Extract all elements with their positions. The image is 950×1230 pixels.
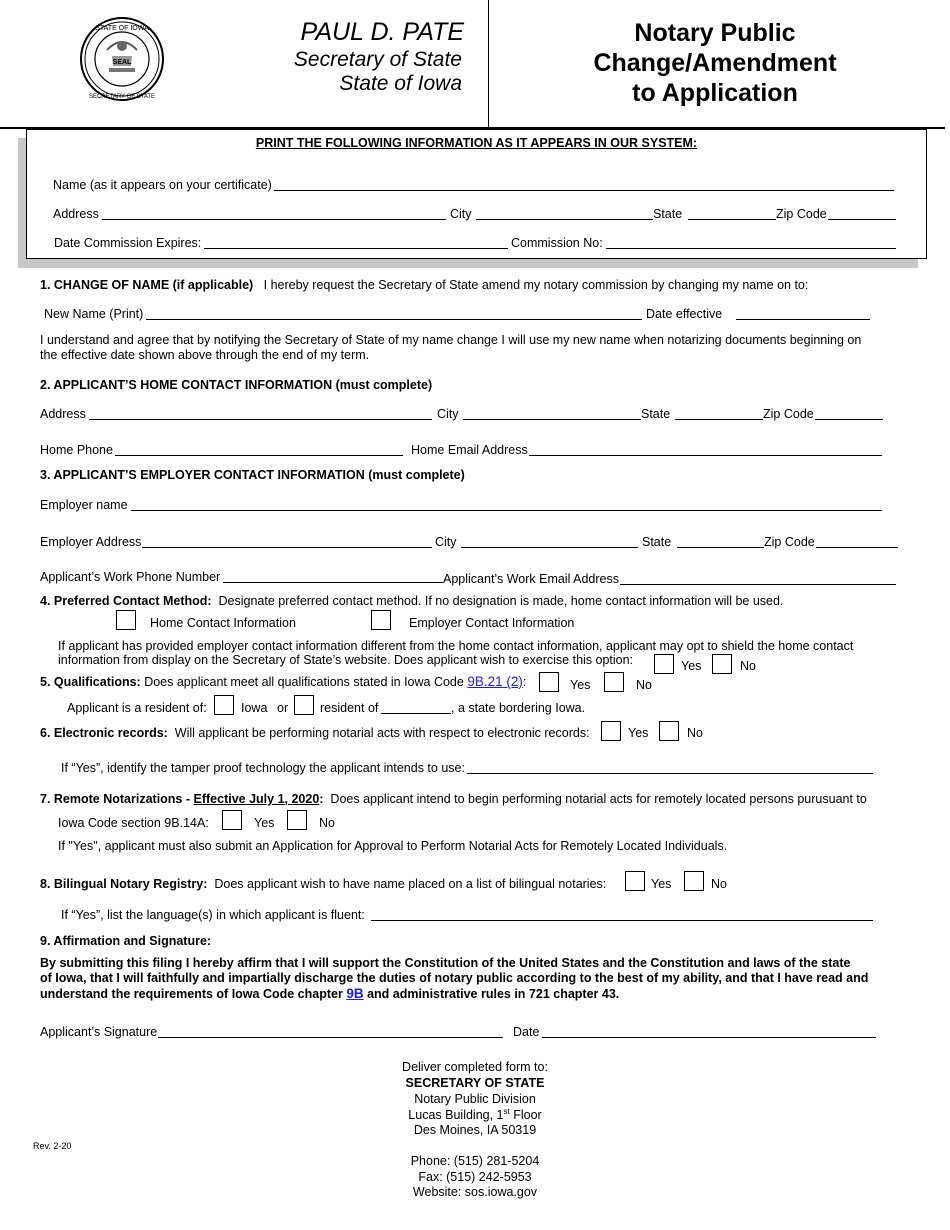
- section9-heading: 9. Affirmation and Signature:: [40, 934, 212, 948]
- svg-text:SEAL: SEAL: [112, 59, 132, 66]
- tamper-proof-label: If “Yes”, identify the tamper proof technology the applicant intends to use:: [61, 761, 465, 775]
- remote-no-label: No: [319, 816, 335, 830]
- box-zip-field[interactable]: [828, 208, 896, 220]
- shield-no-label: No: [740, 659, 756, 673]
- shield-text-line2: information from display on the Secretary of State’s website. Does applicant wish to exercise this option:: [58, 653, 634, 667]
- date-effective-field[interactable]: [736, 308, 870, 320]
- box-address-field[interactable]: [102, 208, 446, 220]
- bordering-state-field[interactable]: [381, 702, 451, 714]
- signature-date-field[interactable]: [542, 1026, 876, 1038]
- electronic-yes-checkbox[interactable]: [601, 721, 621, 741]
- box-zip-label: Zip Code: [776, 207, 827, 221]
- resident-of-label: resident of: [320, 701, 379, 715]
- employer-contact-label: Employer Contact Information: [409, 616, 575, 630]
- qualifications-no-checkbox[interactable]: [604, 672, 624, 692]
- commission-label: Commission No:: [511, 236, 603, 250]
- home-contact-label: Home Contact Information: [150, 616, 296, 630]
- official-title: Secretary of State: [293, 48, 462, 71]
- section2-heading: 2. APPLICANT’S HOME CONTACT INFORMATION (must complete): [40, 378, 433, 392]
- home-address-label: Address: [40, 407, 86, 421]
- form-title-line3: to Application: [632, 79, 798, 107]
- box-address-label: Address: [53, 207, 99, 221]
- languages-field[interactable]: [371, 909, 873, 921]
- resident-or-label: or: [277, 701, 289, 715]
- home-city-label: City: [437, 407, 459, 421]
- home-state-field[interactable]: [675, 408, 763, 420]
- home-city-field[interactable]: [463, 408, 641, 420]
- revision-label: Rev. 2-20: [33, 1141, 72, 1151]
- header-divider: [488, 0, 489, 128]
- shield-yes-label: Yes: [681, 659, 702, 673]
- building-text: Lucas Building, 1: [408, 1108, 504, 1123]
- section3-heading: 3. APPLICANT’S EMPLOYER CONTACT INFORMATION (must complete): [40, 468, 465, 482]
- section4-line: [40, 594, 783, 608]
- employer-name-label: Employer name: [40, 498, 128, 512]
- affirmation-line3-b: and administrative rules in 721 chapter 43.: [367, 987, 620, 1001]
- section7-heading: 7. Remote Notarizations -: [40, 792, 191, 806]
- remote-yes-checkbox[interactable]: [222, 810, 242, 830]
- remote-yes-label: Yes: [254, 816, 275, 830]
- employer-state-field[interactable]: [677, 536, 764, 548]
- section7-code-label: Iowa Code section 9B.14A:: [58, 816, 209, 830]
- bilingual-yes-label: Yes: [651, 877, 672, 891]
- tamper-proof-field[interactable]: [467, 762, 873, 774]
- qualifications-yes-label: Yes: [570, 678, 591, 692]
- state-seal-logo: [79, 16, 165, 102]
- building-address: [375, 1107, 575, 1122]
- electronic-yes-label: Yes: [628, 726, 649, 740]
- section8-line: [40, 877, 606, 891]
- city-address: Des Moines, IA 50319: [413, 1123, 537, 1137]
- section6-line: [40, 726, 590, 740]
- section5-heading: 5. Qualifications:: [40, 675, 141, 689]
- bordering-label: , a state bordering Iowa.: [451, 701, 586, 715]
- home-state-label: State: [641, 407, 671, 421]
- svg-text:STATE OF IOWA: STATE OF IOWA: [95, 25, 149, 32]
- employer-zip-label: Zip Code: [764, 535, 815, 549]
- new-name-label: New Name (Print): [44, 307, 144, 321]
- work-email-field[interactable]: [620, 573, 896, 585]
- name-field[interactable]: [274, 179, 894, 191]
- home-contact-checkbox[interactable]: [116, 610, 136, 630]
- shield-text-line1: If applicant has provided employer contact information different from the home contact information, applicant may opt to shield the home contact: [58, 639, 854, 653]
- section6-heading: 6. Electronic records:: [40, 726, 168, 740]
- home-email-label: Home Email Address: [411, 443, 528, 457]
- affirmation-line3: [40, 986, 619, 1001]
- employer-zip-field[interactable]: [816, 536, 898, 548]
- section1-para-line1: I understand and agree that by notifying the Secretary of State of my name change I will use my new name when notarizing documents beginning on: [40, 333, 862, 347]
- section6-text: Will applicant be performing notarial acts with respect to electronic records:: [174, 726, 590, 740]
- expires-label: Date Commission Expires:: [54, 236, 202, 250]
- section1-para-line2: the effective date shown above through the end of my term.: [40, 348, 370, 362]
- section1-text: I hereby request the Secretary of State amend my notary commission by changing my name on to:: [263, 278, 809, 292]
- employer-city-label: City: [435, 535, 457, 549]
- section8-heading: 8. Bilingual Notary Registry:: [40, 877, 208, 891]
- languages-label: If “Yes”, list the language(s) in which applicant is fluent:: [61, 908, 365, 922]
- box-city-label: City: [450, 207, 472, 221]
- electronic-no-label: No: [687, 726, 703, 740]
- svg-text:SECRETARY OF STATE: SECRETARY OF STATE: [88, 94, 156, 100]
- work-phone-label: Applicant’s Work Phone Number: [40, 570, 221, 584]
- box-state-field[interactable]: [688, 208, 776, 220]
- resident-iowa-checkbox[interactable]: [214, 695, 234, 715]
- box-heading: PRINT THE FOLLOWING INFORMATION AS IT APPEARS IN OUR SYSTEM:: [255, 136, 698, 150]
- employer-contact-checkbox[interactable]: [371, 610, 391, 630]
- fax-number: Fax: (515) 242-5953: [418, 1170, 532, 1184]
- affirmation-line1: By submitting this filing I hereby affirm that I will support the Constitution of the United States and the Constitution and laws of the state: [40, 956, 851, 970]
- qualifications-no-label: No: [636, 678, 652, 692]
- section5-colon: :: [522, 675, 527, 689]
- section8-text: Does applicant wish to have name placed on a list of bilingual notaries:: [214, 877, 607, 891]
- official-state: State of Iowa: [339, 72, 462, 95]
- signature-label: Applicant’s Signature: [40, 1025, 158, 1039]
- box-state-label: State: [653, 207, 683, 221]
- resident-prefix: Applicant is a resident of:: [67, 701, 207, 715]
- website: Website: sos.iowa.gov: [412, 1185, 538, 1199]
- section7-effective-date: Effective July 1, 2020: [193, 792, 320, 806]
- section7-followup: If "Yes", applicant must also submit an Application for Approval to Perform Notarial Acts for Remotely Located Individuals.: [58, 839, 728, 853]
- section4-text: Designate preferred contact method. If no designation is made, home contact information will be used.: [218, 594, 784, 608]
- employer-address-label: Employer Address: [40, 535, 142, 549]
- remote-no-checkbox[interactable]: [287, 810, 307, 830]
- section1-line: [40, 278, 808, 292]
- section5-text: Does applicant meet all qualifications stated in Iowa Code: [144, 675, 464, 689]
- official-name: PAUL D. PATE: [300, 18, 464, 46]
- resident-other-checkbox[interactable]: [294, 695, 314, 715]
- home-zip-label: Zip Code: [763, 407, 814, 421]
- section7-text: Does applicant intend to begin performing notarial acts for remotely located persons purusuant to: [330, 792, 867, 806]
- commission-field[interactable]: [606, 237, 896, 249]
- resident-iowa-label: Iowa: [241, 701, 268, 715]
- employer-address-field[interactable]: [142, 536, 432, 548]
- section7-line: [40, 792, 867, 806]
- home-phone-field[interactable]: [115, 444, 403, 456]
- employer-name-field[interactable]: [131, 499, 882, 511]
- new-name-field[interactable]: [146, 308, 642, 320]
- box-city-field[interactable]: [476, 208, 653, 220]
- bilingual-no-label: No: [711, 877, 727, 891]
- building-ordinal: st: [503, 1107, 510, 1116]
- name-label: Name (as it appears on your certificate): [53, 178, 272, 192]
- shield-yes-checkbox[interactable]: [654, 654, 674, 674]
- section1-heading: 1. CHANGE OF NAME (if applicable): [40, 278, 254, 292]
- electronic-no-checkbox[interactable]: [659, 721, 679, 741]
- home-phone-label: Home Phone: [40, 443, 113, 457]
- building-floor: Floor: [509, 1108, 542, 1123]
- expires-field[interactable]: [204, 237, 508, 249]
- bilingual-no-checkbox[interactable]: [684, 871, 704, 891]
- bilingual-yes-checkbox[interactable]: [625, 871, 645, 891]
- work-email-label: Applicant’s Work Email Address: [443, 572, 620, 586]
- form-title-line1: Notary Public: [634, 19, 796, 47]
- section4-heading: 4. Preferred Contact Method:: [40, 594, 212, 608]
- form-title-line2: Change/Amendment: [593, 49, 837, 77]
- qualifications-yes-checkbox[interactable]: [539, 672, 559, 692]
- iowa-code-9b21-link[interactable]: 9B.21 (2): [467, 674, 523, 689]
- employer-city-field[interactable]: [461, 536, 638, 548]
- home-email-field[interactable]: [529, 444, 882, 456]
- signature-date-label: Date: [513, 1025, 540, 1039]
- work-phone-field[interactable]: [223, 571, 443, 583]
- division-name: Notary Public Division: [414, 1092, 536, 1106]
- employer-state-label: State: [642, 535, 672, 549]
- office-name: SECRETARY OF STATE: [405, 1076, 545, 1090]
- home-address-field[interactable]: [89, 408, 432, 420]
- shield-no-checkbox[interactable]: [712, 654, 732, 674]
- affirmation-line3-a: understand the requirements of Iowa Code chapter: [40, 987, 343, 1001]
- section7-colon: :: [319, 792, 324, 806]
- iowa-code-9b-link[interactable]: 9B: [346, 986, 364, 1001]
- date-effective-label: Date effective: [646, 307, 723, 321]
- section5-line: [40, 674, 526, 689]
- signature-field[interactable]: [158, 1026, 503, 1038]
- affirmation-line2: of Iowa, that I will faithfully and impartially discharge the duties of notary public according to the best of my ability, and that I have read and: [40, 971, 869, 985]
- phone-number: Phone: (515) 281-5204: [410, 1154, 540, 1168]
- home-zip-field[interactable]: [815, 408, 883, 420]
- deliver-label: Deliver completed form to:: [402, 1060, 548, 1074]
